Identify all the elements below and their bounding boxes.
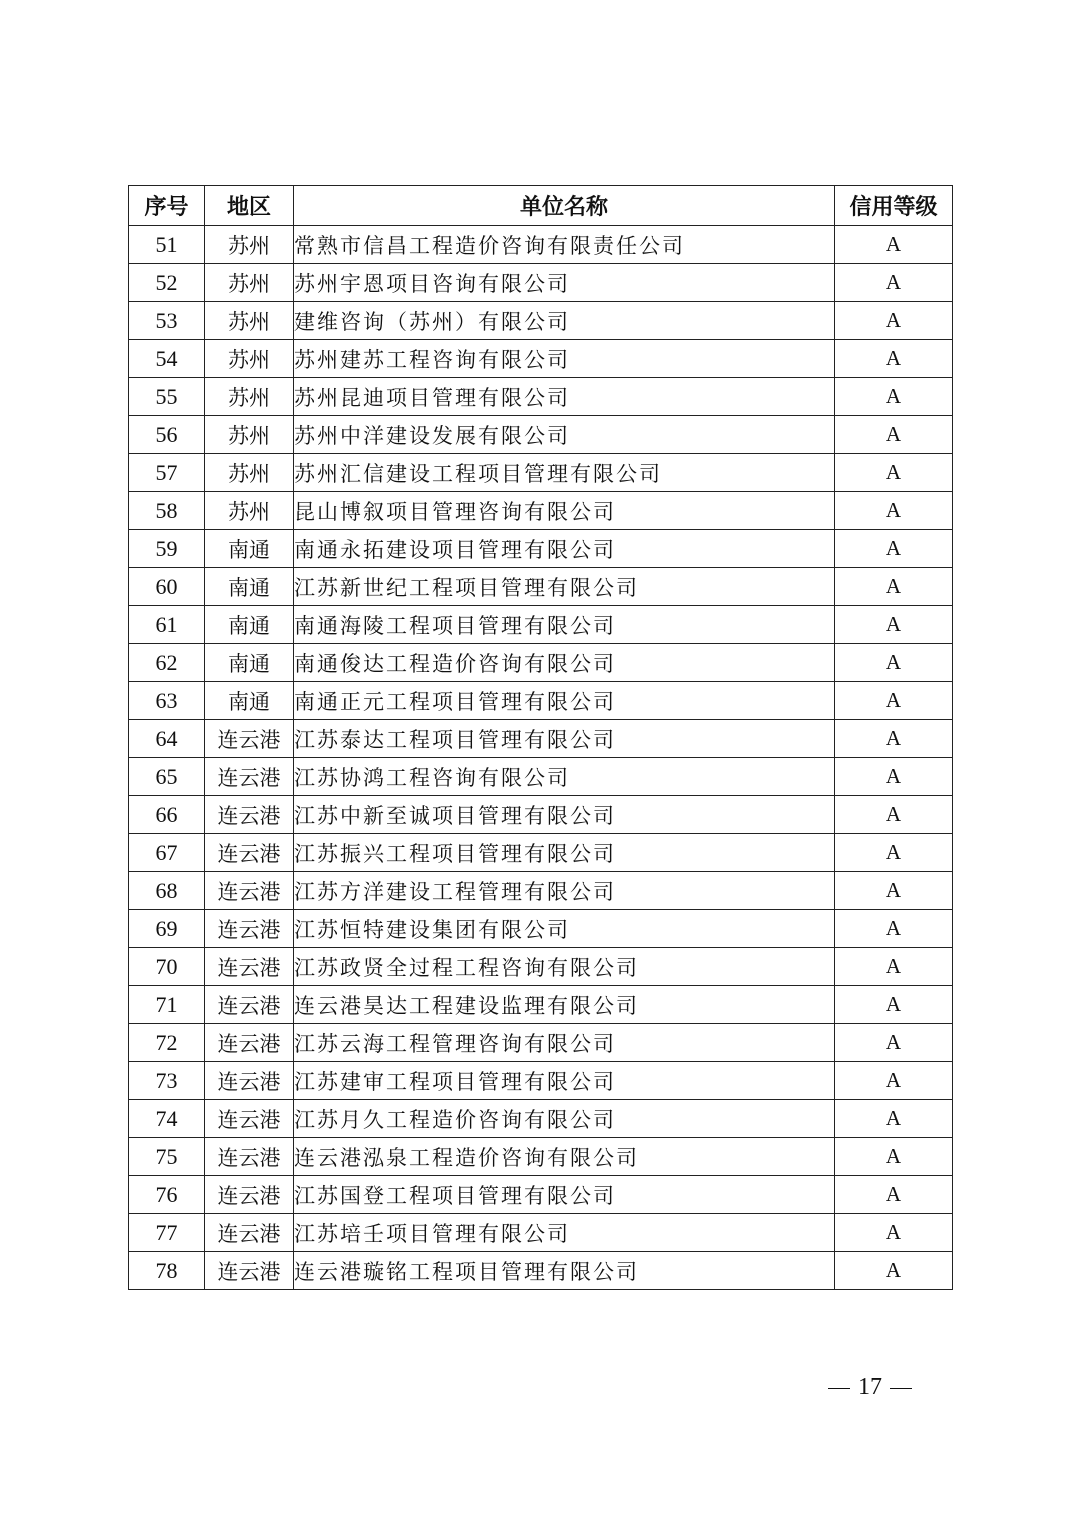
cell-company-name: 江苏政贤全过程工程咨询有限公司: [294, 948, 835, 986]
cell-credit-grade: A: [835, 416, 953, 454]
cell-company-name: 江苏恒特建设集团有限公司: [294, 910, 835, 948]
cell-region: 苏州: [205, 454, 294, 492]
table-row: [129, 986, 953, 1024]
header-region: 地区: [205, 186, 294, 226]
table-row: [129, 948, 953, 986]
cell-region: 南通: [205, 568, 294, 606]
cell-company-name: 苏州昆迪项目管理有限公司: [294, 378, 835, 416]
cell-company-name: 连云港昊达工程建设监理有限公司: [294, 986, 835, 1024]
table-row: [129, 682, 953, 720]
table-header-row: [129, 186, 953, 226]
cell-credit-grade: A: [835, 796, 953, 834]
cell-region: 连云港: [205, 910, 294, 948]
cell-credit-grade: A: [835, 644, 953, 682]
table-row: [129, 872, 953, 910]
cell-credit-grade: A: [835, 872, 953, 910]
credit-rating-table: [128, 185, 953, 1290]
cell-region: 连云港: [205, 1138, 294, 1176]
table-row: [129, 1138, 953, 1176]
cell-company-name: 连云港泓泉工程造价咨询有限公司: [294, 1138, 835, 1176]
cell-seq: 61: [129, 606, 205, 644]
cell-credit-grade: A: [835, 454, 953, 492]
cell-credit-grade: A: [835, 834, 953, 872]
table-row: [129, 796, 953, 834]
cell-credit-grade: A: [835, 568, 953, 606]
dash-right: [890, 1388, 912, 1389]
cell-company-name: 南通正元工程项目管理有限公司: [294, 682, 835, 720]
table-row: [129, 530, 953, 568]
table-row: [129, 910, 953, 948]
cell-credit-grade: A: [835, 720, 953, 758]
cell-region: 苏州: [205, 378, 294, 416]
header-name: 单位名称: [294, 186, 835, 226]
cell-region: 连云港: [205, 758, 294, 796]
cell-company-name: 连云港璇铭工程项目管理有限公司: [294, 1252, 835, 1290]
cell-seq: 71: [129, 986, 205, 1024]
cell-region: 连云港: [205, 1062, 294, 1100]
cell-seq: 67: [129, 834, 205, 872]
cell-seq: 59: [129, 530, 205, 568]
cell-region: 连云港: [205, 1176, 294, 1214]
cell-company-name: 江苏协鸿工程咨询有限公司: [294, 758, 835, 796]
cell-seq: 65: [129, 758, 205, 796]
cell-seq: 57: [129, 454, 205, 492]
page-number-footer: [800, 1374, 940, 1401]
cell-credit-grade: A: [835, 910, 953, 948]
cell-credit-grade: A: [835, 1138, 953, 1176]
cell-credit-grade: A: [835, 1176, 953, 1214]
cell-seq: 51: [129, 226, 205, 264]
cell-region: 连云港: [205, 986, 294, 1024]
cell-credit-grade: A: [835, 530, 953, 568]
cell-region: 连云港: [205, 1100, 294, 1138]
cell-region: 苏州: [205, 416, 294, 454]
cell-region: 连云港: [205, 796, 294, 834]
cell-seq: 77: [129, 1214, 205, 1252]
cell-seq: 76: [129, 1176, 205, 1214]
cell-region: 苏州: [205, 340, 294, 378]
cell-seq: 62: [129, 644, 205, 682]
cell-region: 南通: [205, 606, 294, 644]
cell-credit-grade: A: [835, 606, 953, 644]
cell-company-name: 南通永拓建设项目管理有限公司: [294, 530, 835, 568]
table-row: [129, 1176, 953, 1214]
cell-region: 连云港: [205, 1214, 294, 1252]
table-row: [129, 226, 953, 264]
cell-credit-grade: A: [835, 1100, 953, 1138]
cell-credit-grade: A: [835, 226, 953, 264]
cell-region: 连云港: [205, 1024, 294, 1062]
cell-credit-grade: A: [835, 492, 953, 530]
cell-credit-grade: A: [835, 1252, 953, 1290]
cell-seq: 78: [129, 1252, 205, 1290]
table-row: [129, 1214, 953, 1252]
cell-company-name: 昆山博叙项目管理咨询有限公司: [294, 492, 835, 530]
cell-company-name: 建维咨询（苏州）有限公司: [294, 302, 835, 340]
cell-seq: 52: [129, 264, 205, 302]
cell-region: 连云港: [205, 834, 294, 872]
cell-region: 连云港: [205, 948, 294, 986]
cell-region: 南通: [205, 644, 294, 682]
cell-company-name: 江苏泰达工程项目管理有限公司: [294, 720, 835, 758]
cell-company-name: 江苏建审工程项目管理有限公司: [294, 1062, 835, 1100]
cell-seq: 63: [129, 682, 205, 720]
cell-seq: 66: [129, 796, 205, 834]
cell-seq: 70: [129, 948, 205, 986]
table-row: [129, 416, 953, 454]
cell-company-name: 江苏振兴工程项目管理有限公司: [294, 834, 835, 872]
cell-region: 连云港: [205, 1252, 294, 1290]
cell-company-name: 江苏培壬项目管理有限公司: [294, 1214, 835, 1252]
cell-company-name: 江苏云海工程管理咨询有限公司: [294, 1024, 835, 1062]
cell-seq: 69: [129, 910, 205, 948]
cell-seq: 54: [129, 340, 205, 378]
cell-region: 连云港: [205, 720, 294, 758]
cell-company-name: 苏州汇信建设工程项目管理有限公司: [294, 454, 835, 492]
cell-seq: 60: [129, 568, 205, 606]
table-row: [129, 378, 953, 416]
cell-region: 连云港: [205, 872, 294, 910]
table-row: [129, 264, 953, 302]
cell-company-name: 江苏方洋建设工程管理有限公司: [294, 872, 835, 910]
dash-left: [828, 1388, 850, 1389]
page-number: 17: [858, 1374, 882, 1400]
cell-region: 苏州: [205, 492, 294, 530]
table-row: [129, 834, 953, 872]
cell-credit-grade: A: [835, 378, 953, 416]
cell-seq: 56: [129, 416, 205, 454]
table-row: [129, 644, 953, 682]
cell-credit-grade: A: [835, 264, 953, 302]
cell-region: 苏州: [205, 302, 294, 340]
cell-seq: 55: [129, 378, 205, 416]
cell-credit-grade: A: [835, 1062, 953, 1100]
cell-seq: 64: [129, 720, 205, 758]
cell-region: 苏州: [205, 264, 294, 302]
cell-company-name: 苏州建苏工程咨询有限公司: [294, 340, 835, 378]
table-row: [129, 758, 953, 796]
table-row: [129, 492, 953, 530]
cell-company-name: 南通俊达工程造价咨询有限公司: [294, 644, 835, 682]
header-seq: 序号: [129, 186, 205, 226]
table-row: [129, 340, 953, 378]
cell-seq: 75: [129, 1138, 205, 1176]
cell-company-name: 苏州宇恩项目咨询有限公司: [294, 264, 835, 302]
cell-credit-grade: A: [835, 340, 953, 378]
table-body: [129, 226, 953, 1290]
cell-company-name: 江苏国登工程项目管理有限公司: [294, 1176, 835, 1214]
table-row: [129, 606, 953, 644]
header-grade: 信用等级: [835, 186, 953, 226]
cell-company-name: 江苏新世纪工程项目管理有限公司: [294, 568, 835, 606]
cell-seq: 53: [129, 302, 205, 340]
cell-seq: 74: [129, 1100, 205, 1138]
cell-company-name: 南通海陵工程项目管理有限公司: [294, 606, 835, 644]
table-row: [129, 1252, 953, 1290]
table-row: [129, 1062, 953, 1100]
cell-company-name: 江苏中新至诚项目管理有限公司: [294, 796, 835, 834]
cell-seq: 58: [129, 492, 205, 530]
cell-credit-grade: A: [835, 1024, 953, 1062]
table-row: [129, 720, 953, 758]
cell-region: 南通: [205, 530, 294, 568]
table-row: [129, 454, 953, 492]
cell-region: 南通: [205, 682, 294, 720]
cell-seq: 68: [129, 872, 205, 910]
cell-seq: 72: [129, 1024, 205, 1062]
cell-credit-grade: A: [835, 948, 953, 986]
cell-credit-grade: A: [835, 986, 953, 1024]
table-row: [129, 1100, 953, 1138]
cell-company-name: 苏州中洋建设发展有限公司: [294, 416, 835, 454]
cell-credit-grade: A: [835, 682, 953, 720]
cell-credit-grade: A: [835, 1214, 953, 1252]
table-row: [129, 1024, 953, 1062]
cell-credit-grade: A: [835, 302, 953, 340]
cell-company-name: 常熟市信昌工程造价咨询有限责任公司: [294, 226, 835, 264]
cell-credit-grade: A: [835, 758, 953, 796]
cell-seq: 73: [129, 1062, 205, 1100]
cell-region: 苏州: [205, 226, 294, 264]
table-row: [129, 302, 953, 340]
table-row: [129, 568, 953, 606]
cell-company-name: 江苏月久工程造价咨询有限公司: [294, 1100, 835, 1138]
